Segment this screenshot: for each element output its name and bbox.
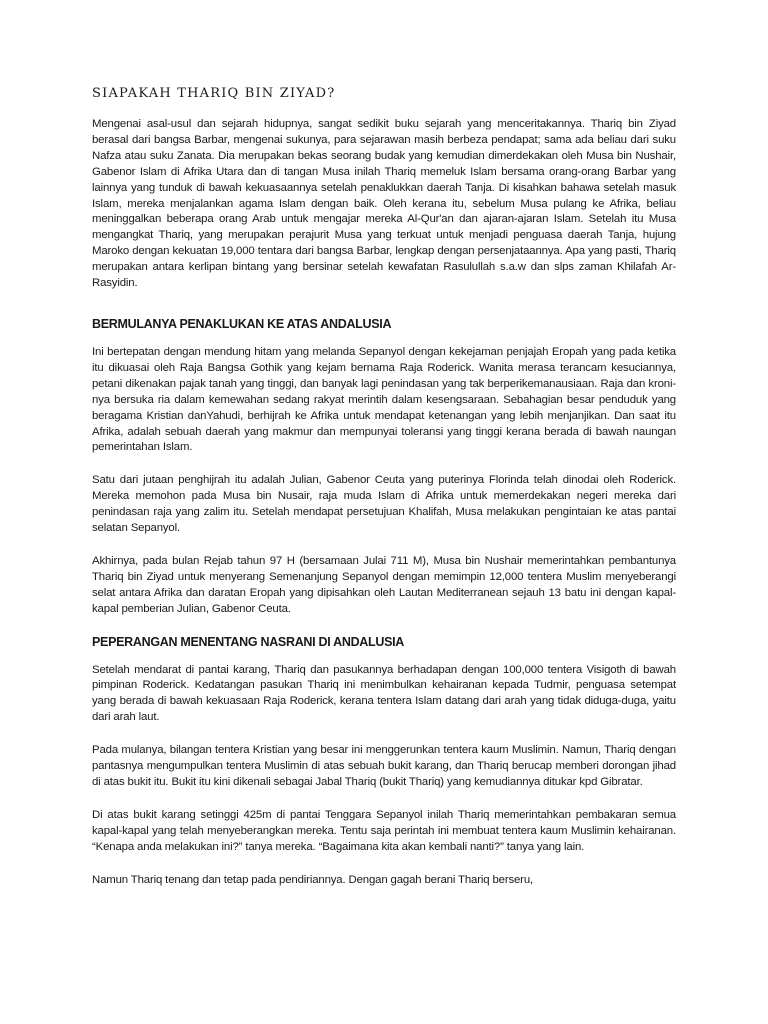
paragraph: Satu dari jutaan penghijrah itu adalah Julian, Gabenor Ceuta yang puterinya Florinda telah dinodai oleh Roderick. Mereka memohon pada Musa bin Nusair, raja muda Islam di Afrika untuk memerdekakan negeri mereka dari penindasan raja yang zalim itu. Setelah mendapat persetujuan Khalifah, Musa melakukan pengintaian ke atas pantai selatan Sepanyol. (92, 474, 676, 535)
article-title: SIAPAKAH THARIQ BIN ZIYAD? (92, 86, 336, 101)
paragraph: Namun Thariq tenang dan tetap pada pendiriannya. Dengan gagah berani Thariq berseru, (92, 873, 534, 886)
section-heading-penaklukan: BERMULANYA PENAKLUKAN KE ATAS ANDALUSIA (92, 316, 392, 331)
document-page (92, 86, 676, 889)
section-heading-peperangan: PEPERANGAN MENENTANG NASRANI DI ANDALUSIA (92, 634, 405, 649)
intro-paragraph: Mengenai asal-usul dan sejarah hidupnya, sangat sedikit buku sejarah yang menceritakannya. Thariq bin Ziyad berasal dari bangsa Barbar, mengenai sukunya, para sejarawan masih berbeza pendapat; sama ada beliau dari suku Nafza atau suku Zanata. Dia merupakan bekas seorang budak yang kemudian dimerdekakan oleh Musa bin Nushair, Gabenor Islam di Afrika Utara dan di tangan Musa inilah Thariq memeluk Islam bersama orang-orang Barbar yang lainnya yang tunduk di bawah kekuasaannya setelah penaklukkan daerah Tanja. Di kisahkan bahawa setelah masuk Islam, mereka menjalankan agama Islam dengan baik. Oleh kerana itu, sebelum Musa pulang ke Afrika, beliau meninggalkan beberapa orang Arab untuk mengajar mereka Al-Qur'an dan ajaran-ajaran Islam. Setelah itu Musa mengangkat Thariq, yang merupakan perajurit Musa yang terkuat untuk menjadi penguasa daerah Tanja, hujung Maroko dengan kekuatan 19,000 tentara dari bangsa Barbar, lengkap dengan persenjataannya. Apa yang pasti, Thariq merupakan antara kerlipan bintang yang bersinar setelah kewafatan Rasulullah s.a.w dan slps zaman Khilafah Ar-Rasyidin. (92, 118, 676, 290)
paragraph: Pada mulanya, bilangan tentera Kristian yang besar ini menggerunkan tentera kaum Muslimin. Namun, Thariq dengan pantasnya mengumpulkan tentera Muslimin di atas sebuah bukit karang, dan Thariq berucap memberi dorongan jihad di atas bukit itu. Bukit itu kini dikenali sebagai Jabal Thariq (bukit Thariq) yang kemudiannya ditukar kpd Gibratar. (92, 744, 676, 788)
paragraph: Ini bertepatan dengan mendung hitam yang melanda Sepanyol dengan kekejaman penjajah Eropah yang pada ketika itu dikuasai oleh Raja Bangsa Gothik yang kejam bernama Raja Roderick. Wanita merasa terancam kesuciannya, petani dikenakan pajak tanah yang tinggi, dan banyak lagi penindasan yang tak berperikemanausiaan. Raja dan kroni-nya bersuka ria dalam kemewahan sedang rakyat merintih dalam kesengsaraan. Sebahagian besar penduduk yang beragama Kristian danYahudi, berhijrah ke Afrika untuk mendapat ketenangan yang lebih menjanjikan. Dan saat itu Afrika, adalah sebuah daerah yang makmur dan mempunyai toleransi yang tinggi kerana berada di bawah naungan pemerintahan Islam. (92, 345, 676, 454)
paragraph: Akhirnya, pada bulan Rejab tahun 97 H (bersamaan Julai 711 M), Musa bin Nushair memerintahkan pembantunya Thariq bin Ziyad untuk menyerang Semenanjung Sepanyol dengan memimpin 12,000 tentera Muslim menyeberangi selat antara Afrika dan daratan Eropah yang dipisahkan oleh Lautan Mediterranean sejauh 13 batu ini dengan kapal-kapal pemberian Julian, Gabenor Ceuta. (92, 554, 676, 615)
paragraph: Di atas bukit karang setinggi 425m di pantai Tenggara Sepanyol inilah Thariq memerintahkan pembakaran semua kapal-kapal yang telah menyeberangkan mereka. Tentu saja perintah ini membuat tentera kaum Muslimin kehairanan. “Kenapa anda melakukan ini?” tanya mereka. “Bagaimana kita akan kembali nanti?” tanya yang lain. (92, 808, 676, 853)
paragraph: Setelah mendarat di pantai karang, Thariq dan pasukannya berhadapan dengan 100,000 tentera Visigoth di bawah pimpinan Roderick. Kedatangan pasukan Thariq ini menimbulkan kehairanan kepada Tudmir, penguasa setempat yang berada di bawah kekuasaan Raja Roderick, kerana tentera Islam datang dari arah yang tidak diduga-duga, yaitu dari arah laut. (92, 663, 676, 724)
